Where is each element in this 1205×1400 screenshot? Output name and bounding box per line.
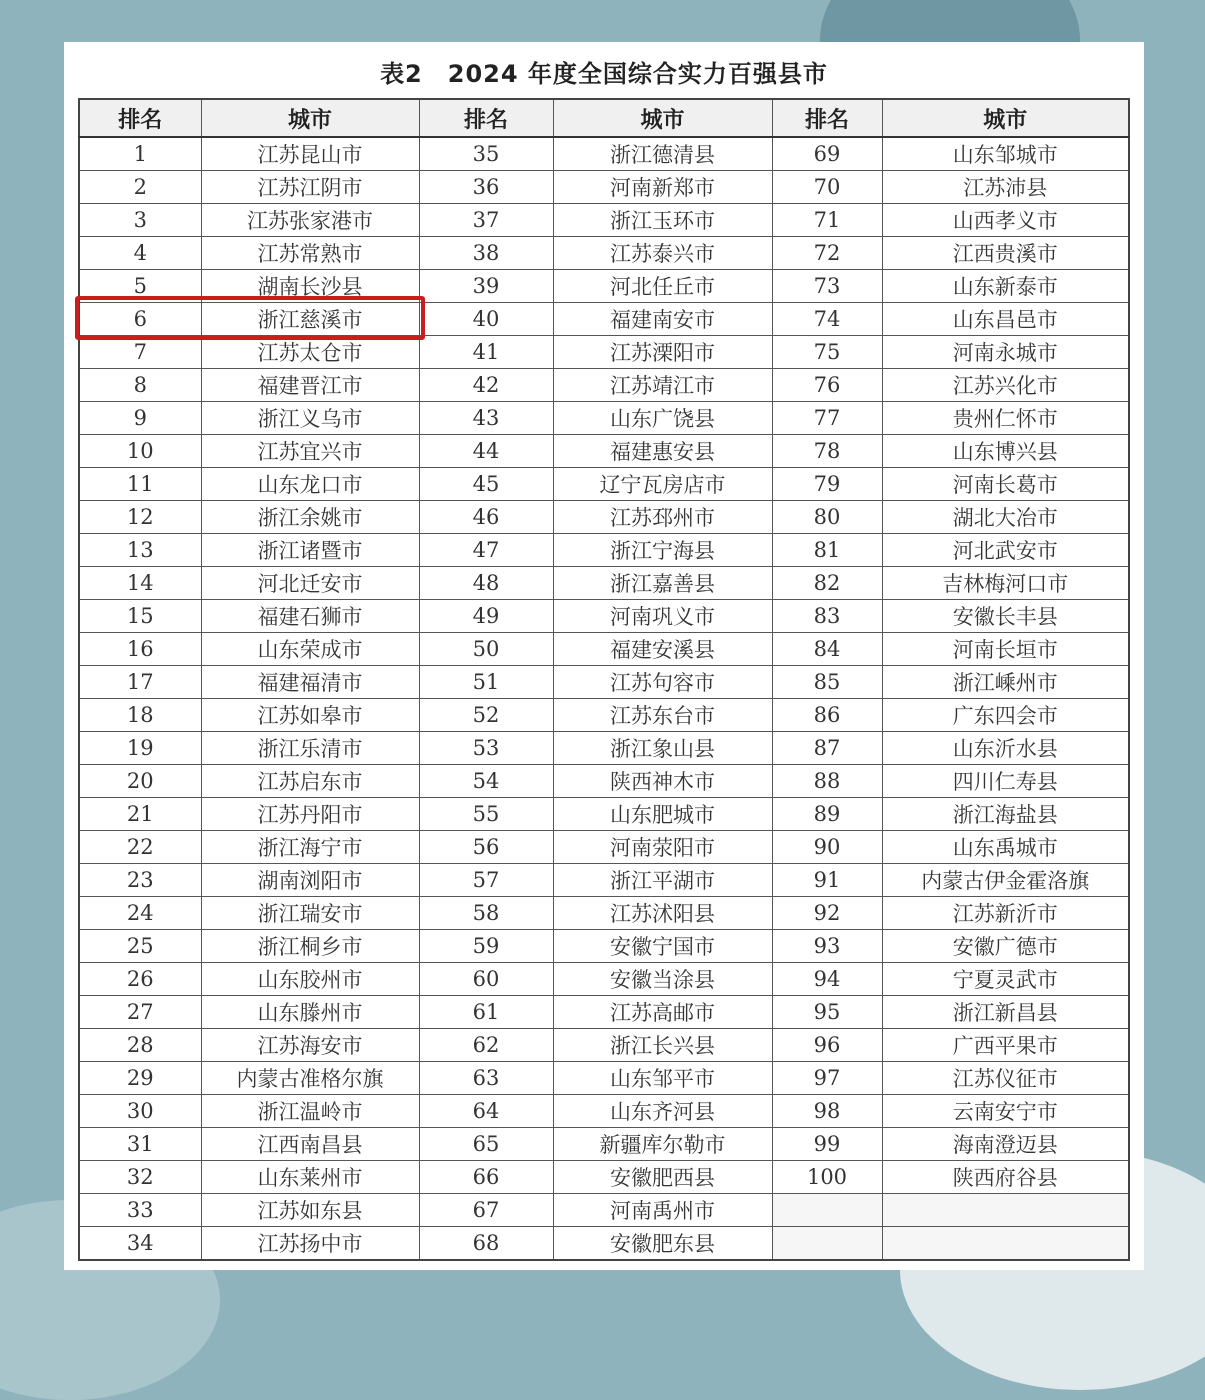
- city-cell: 江苏宜兴市: [201, 435, 419, 468]
- rank-cell: 49: [419, 600, 553, 633]
- city-cell: 广西平果市: [882, 1029, 1129, 1062]
- city-cell: 山东齐河县: [553, 1095, 772, 1128]
- city-cell: 江苏泰兴市: [553, 237, 772, 270]
- city-cell: 安徽当涂县: [553, 963, 772, 996]
- city-cell: 江苏沛县: [882, 171, 1129, 204]
- table-header-row: [79, 99, 1129, 137]
- rank-cell: 92: [772, 897, 882, 930]
- city-cell: 江苏高邮市: [553, 996, 772, 1029]
- table-row: [79, 864, 1129, 897]
- rank-cell: 36: [419, 171, 553, 204]
- city-cell: 江西南昌县: [201, 1128, 419, 1161]
- table-row: [79, 600, 1129, 633]
- rank-cell: 75: [772, 336, 882, 369]
- city-cell: 广东四会市: [882, 699, 1129, 732]
- city-cell: 江苏兴化市: [882, 369, 1129, 402]
- city-cell: 陕西府谷县: [882, 1161, 1129, 1194]
- header-rank: 排名: [79, 99, 201, 137]
- rank-cell: 6: [79, 303, 201, 336]
- table-row: [79, 633, 1129, 666]
- rank-cell: 48: [419, 567, 553, 600]
- rank-cell: 15: [79, 600, 201, 633]
- city-cell: 山东昌邑市: [882, 303, 1129, 336]
- table-row: [79, 567, 1129, 600]
- city-cell: 山东邹城市: [882, 137, 1129, 171]
- rank-cell: 27: [79, 996, 201, 1029]
- rank-cell: 17: [79, 666, 201, 699]
- rank-cell: 70: [772, 171, 882, 204]
- city-cell: 河南永城市: [882, 336, 1129, 369]
- rank-cell: 23: [79, 864, 201, 897]
- table-row: [79, 369, 1129, 402]
- table-row: [79, 1095, 1129, 1128]
- city-cell: 河南荥阳市: [553, 831, 772, 864]
- rank-cell: 25: [79, 930, 201, 963]
- rank-cell: 22: [79, 831, 201, 864]
- rank-cell: 87: [772, 732, 882, 765]
- rank-cell: 13: [79, 534, 201, 567]
- rank-cell: 57: [419, 864, 553, 897]
- table-row: [79, 1029, 1129, 1062]
- rank-cell: 53: [419, 732, 553, 765]
- city-cell: 江苏仪征市: [882, 1062, 1129, 1095]
- rank-cell: 64: [419, 1095, 553, 1128]
- rank-cell: 38: [419, 237, 553, 270]
- city-cell: 浙江瑞安市: [201, 897, 419, 930]
- rank-cell: 3: [79, 204, 201, 237]
- rank-cell: [772, 1194, 882, 1227]
- city-cell: 福建福清市: [201, 666, 419, 699]
- rank-cell: 52: [419, 699, 553, 732]
- city-cell: 河北武安市: [882, 534, 1129, 567]
- rank-cell: 46: [419, 501, 553, 534]
- rank-cell: 74: [772, 303, 882, 336]
- rank-cell: 43: [419, 402, 553, 435]
- city-cell: 江苏邳州市: [553, 501, 772, 534]
- table-row: [79, 1194, 1129, 1227]
- table-row: [79, 137, 1129, 171]
- table-row: [79, 1062, 1129, 1095]
- table-row: [79, 699, 1129, 732]
- city-cell: 河北任丘市: [553, 270, 772, 303]
- rank-cell: 31: [79, 1128, 201, 1161]
- rank-cell: 30: [79, 1095, 201, 1128]
- header-city: 城市: [882, 99, 1129, 137]
- rank-cell: 99: [772, 1128, 882, 1161]
- rank-cell: 45: [419, 468, 553, 501]
- city-cell: 山东新泰市: [882, 270, 1129, 303]
- rank-cell: 79: [772, 468, 882, 501]
- rank-cell: 18: [79, 699, 201, 732]
- city-cell: 江苏常熟市: [201, 237, 419, 270]
- city-cell: 浙江新昌县: [882, 996, 1129, 1029]
- city-cell: 浙江诸暨市: [201, 534, 419, 567]
- city-cell: 河北迁安市: [201, 567, 419, 600]
- rank-cell: 19: [79, 732, 201, 765]
- rank-cell: 7: [79, 336, 201, 369]
- city-cell: 内蒙古准格尔旗: [201, 1062, 419, 1095]
- header-city: 城市: [553, 99, 772, 137]
- city-cell: 浙江海盐县: [882, 798, 1129, 831]
- rank-cell: 24: [79, 897, 201, 930]
- city-cell: 浙江海宁市: [201, 831, 419, 864]
- table-row: [79, 831, 1129, 864]
- city-cell: 山东莱州市: [201, 1161, 419, 1194]
- city-cell: 海南澄迈县: [882, 1128, 1129, 1161]
- rank-cell: 63: [419, 1062, 553, 1095]
- rank-cell: 76: [772, 369, 882, 402]
- city-cell: 浙江象山县: [553, 732, 772, 765]
- city-cell: 福建南安市: [553, 303, 772, 336]
- city-cell: 山东博兴县: [882, 435, 1129, 468]
- table-row: [79, 1161, 1129, 1194]
- city-cell: 河南巩义市: [553, 600, 772, 633]
- rank-cell: 69: [772, 137, 882, 171]
- city-cell: 四川仁寿县: [882, 765, 1129, 798]
- city-cell: 山东胶州市: [201, 963, 419, 996]
- city-cell: 江苏太仓市: [201, 336, 419, 369]
- rank-cell: 91: [772, 864, 882, 897]
- rank-cell: 41: [419, 336, 553, 369]
- table-row: [79, 204, 1129, 237]
- document-page: [64, 42, 1144, 1270]
- rank-cell: 12: [79, 501, 201, 534]
- table-row: [79, 666, 1129, 699]
- city-cell: 吉林梅河口市: [882, 567, 1129, 600]
- rank-cell: 68: [419, 1227, 553, 1261]
- city-cell: 浙江长兴县: [553, 1029, 772, 1062]
- rank-cell: 37: [419, 204, 553, 237]
- table-row: [79, 963, 1129, 996]
- rank-cell: 2: [79, 171, 201, 204]
- city-cell: 安徽肥西县: [553, 1161, 772, 1194]
- table-row: [79, 336, 1129, 369]
- city-cell: 江苏靖江市: [553, 369, 772, 402]
- rank-cell: 60: [419, 963, 553, 996]
- rank-cell: 62: [419, 1029, 553, 1062]
- rank-cell: 33: [79, 1194, 201, 1227]
- rank-cell: 28: [79, 1029, 201, 1062]
- table-row: [79, 897, 1129, 930]
- city-cell: 浙江义乌市: [201, 402, 419, 435]
- rank-cell: 59: [419, 930, 553, 963]
- city-cell: 江苏沭阳县: [553, 897, 772, 930]
- city-cell: 浙江德清县: [553, 137, 772, 171]
- rank-cell: 96: [772, 1029, 882, 1062]
- city-cell: 福建安溪县: [553, 633, 772, 666]
- highlight-box: [75, 296, 425, 340]
- rank-cell: 8: [79, 369, 201, 402]
- rank-cell: 4: [79, 237, 201, 270]
- table-row: [79, 930, 1129, 963]
- header-rank: 排名: [772, 99, 882, 137]
- rank-cell: 44: [419, 435, 553, 468]
- city-cell: 山东荣成市: [201, 633, 419, 666]
- city-cell: 湖南长沙县: [201, 270, 419, 303]
- city-cell: 山东禹城市: [882, 831, 1129, 864]
- city-cell: 江苏丹阳市: [201, 798, 419, 831]
- rank-cell: 86: [772, 699, 882, 732]
- rank-cell: 65: [419, 1128, 553, 1161]
- rank-cell: 94: [772, 963, 882, 996]
- rank-cell: 98: [772, 1095, 882, 1128]
- ranking-table: [78, 98, 1130, 1261]
- city-cell: 浙江玉环市: [553, 204, 772, 237]
- rank-cell: 39: [419, 270, 553, 303]
- rank-cell: 85: [772, 666, 882, 699]
- table-row: [79, 534, 1129, 567]
- table-row: [79, 1227, 1129, 1261]
- table-row: [79, 765, 1129, 798]
- rank-cell: 100: [772, 1161, 882, 1194]
- city-cell: 浙江嘉善县: [553, 567, 772, 600]
- city-cell: [882, 1194, 1129, 1227]
- city-cell: 山东广饶县: [553, 402, 772, 435]
- rank-cell: 21: [79, 798, 201, 831]
- city-cell: 安徽宁国市: [553, 930, 772, 963]
- rank-cell: 50: [419, 633, 553, 666]
- rank-cell: 83: [772, 600, 882, 633]
- city-cell: 河南长垣市: [882, 633, 1129, 666]
- city-cell: 江苏江阴市: [201, 171, 419, 204]
- table-row: [79, 171, 1129, 204]
- rank-cell: 55: [419, 798, 553, 831]
- rank-cell: 97: [772, 1062, 882, 1095]
- rank-cell: 66: [419, 1161, 553, 1194]
- rank-cell: 88: [772, 765, 882, 798]
- city-cell: [882, 1227, 1129, 1261]
- city-cell: 福建石狮市: [201, 600, 419, 633]
- header-city: 城市: [201, 99, 419, 137]
- city-cell: 山东滕州市: [201, 996, 419, 1029]
- rank-cell: 20: [79, 765, 201, 798]
- city-cell: 江苏昆山市: [201, 137, 419, 171]
- rank-cell: 47: [419, 534, 553, 567]
- rank-cell: 26: [79, 963, 201, 996]
- city-cell: 安徽肥东县: [553, 1227, 772, 1261]
- table-row: [79, 501, 1129, 534]
- rank-cell: 67: [419, 1194, 553, 1227]
- rank-cell: 78: [772, 435, 882, 468]
- header-rank: 排名: [419, 99, 553, 137]
- rank-cell: 11: [79, 468, 201, 501]
- city-cell: 浙江温岭市: [201, 1095, 419, 1128]
- city-cell: 山东邹平市: [553, 1062, 772, 1095]
- rank-cell: 32: [79, 1161, 201, 1194]
- table-row: [79, 1128, 1129, 1161]
- rank-cell: 82: [772, 567, 882, 600]
- city-cell: 贵州仁怀市: [882, 402, 1129, 435]
- city-cell: 河南长葛市: [882, 468, 1129, 501]
- rank-cell: 40: [419, 303, 553, 336]
- rank-cell: 84: [772, 633, 882, 666]
- city-cell: 江苏东台市: [553, 699, 772, 732]
- rank-cell: 10: [79, 435, 201, 468]
- city-cell: 福建惠安县: [553, 435, 772, 468]
- city-cell: 山东龙口市: [201, 468, 419, 501]
- city-cell: 安徽长丰县: [882, 600, 1129, 633]
- city-cell: 江苏新沂市: [882, 897, 1129, 930]
- city-cell: 宁夏灵武市: [882, 963, 1129, 996]
- city-cell: 江苏如东县: [201, 1194, 419, 1227]
- table-row: [79, 468, 1129, 501]
- city-cell: 江西贵溪市: [882, 237, 1129, 270]
- rank-cell: 9: [79, 402, 201, 435]
- rank-cell: 77: [772, 402, 882, 435]
- city-cell: 河南新郑市: [553, 171, 772, 204]
- rank-cell: 93: [772, 930, 882, 963]
- city-cell: 陕西神木市: [553, 765, 772, 798]
- rank-cell: 34: [79, 1227, 201, 1261]
- rank-cell: 95: [772, 996, 882, 1029]
- city-cell: 山东沂水县: [882, 732, 1129, 765]
- rank-cell: 5: [79, 270, 201, 303]
- rank-cell: 89: [772, 798, 882, 831]
- city-cell: 江苏如皋市: [201, 699, 419, 732]
- city-cell: 江苏海安市: [201, 1029, 419, 1062]
- city-cell: 江苏启东市: [201, 765, 419, 798]
- city-cell: 浙江余姚市: [201, 501, 419, 534]
- table-row: [79, 237, 1129, 270]
- city-cell: 辽宁瓦房店市: [553, 468, 772, 501]
- table-title: 表2 2024 年度全国综合实力百强县市: [380, 60, 828, 88]
- rank-cell: 51: [419, 666, 553, 699]
- city-cell: 江苏扬中市: [201, 1227, 419, 1261]
- rank-cell: 58: [419, 897, 553, 930]
- rank-cell: 71: [772, 204, 882, 237]
- city-cell: 江苏张家港市: [201, 204, 419, 237]
- rank-cell: 80: [772, 501, 882, 534]
- city-cell: 江苏溧阳市: [553, 336, 772, 369]
- rank-cell: 73: [772, 270, 882, 303]
- city-cell: 浙江宁海县: [553, 534, 772, 567]
- city-cell: 湖北大冶市: [882, 501, 1129, 534]
- rank-cell: 90: [772, 831, 882, 864]
- rank-cell: 61: [419, 996, 553, 1029]
- city-cell: 新疆库尔勒市: [553, 1128, 772, 1161]
- city-cell: 浙江平湖市: [553, 864, 772, 897]
- city-cell: 河南禹州市: [553, 1194, 772, 1227]
- rank-cell: 42: [419, 369, 553, 402]
- city-cell: 福建晋江市: [201, 369, 419, 402]
- rank-cell: 1: [79, 137, 201, 171]
- city-cell: 山东肥城市: [553, 798, 772, 831]
- city-cell: 安徽广德市: [882, 930, 1129, 963]
- table-row: [79, 435, 1129, 468]
- table-row: [79, 798, 1129, 831]
- city-cell: 内蒙古伊金霍洛旗: [882, 864, 1129, 897]
- table-row: [79, 402, 1129, 435]
- table-row: [79, 996, 1129, 1029]
- rank-cell: 54: [419, 765, 553, 798]
- city-cell: 浙江慈溪市: [201, 303, 419, 336]
- rank-cell: 56: [419, 831, 553, 864]
- rank-cell: 29: [79, 1062, 201, 1095]
- city-cell: 湖南浏阳市: [201, 864, 419, 897]
- rank-cell: 81: [772, 534, 882, 567]
- city-cell: 江苏句容市: [553, 666, 772, 699]
- rank-cell: 35: [419, 137, 553, 171]
- city-cell: 浙江乐清市: [201, 732, 419, 765]
- rank-cell: 16: [79, 633, 201, 666]
- city-cell: 浙江桐乡市: [201, 930, 419, 963]
- city-cell: 山西孝义市: [882, 204, 1129, 237]
- city-cell: 云南安宁市: [882, 1095, 1129, 1128]
- rank-cell: 72: [772, 237, 882, 270]
- table-row: [79, 732, 1129, 765]
- rank-cell: [772, 1227, 882, 1261]
- rank-cell: 14: [79, 567, 201, 600]
- city-cell: 浙江嵊州市: [882, 666, 1129, 699]
